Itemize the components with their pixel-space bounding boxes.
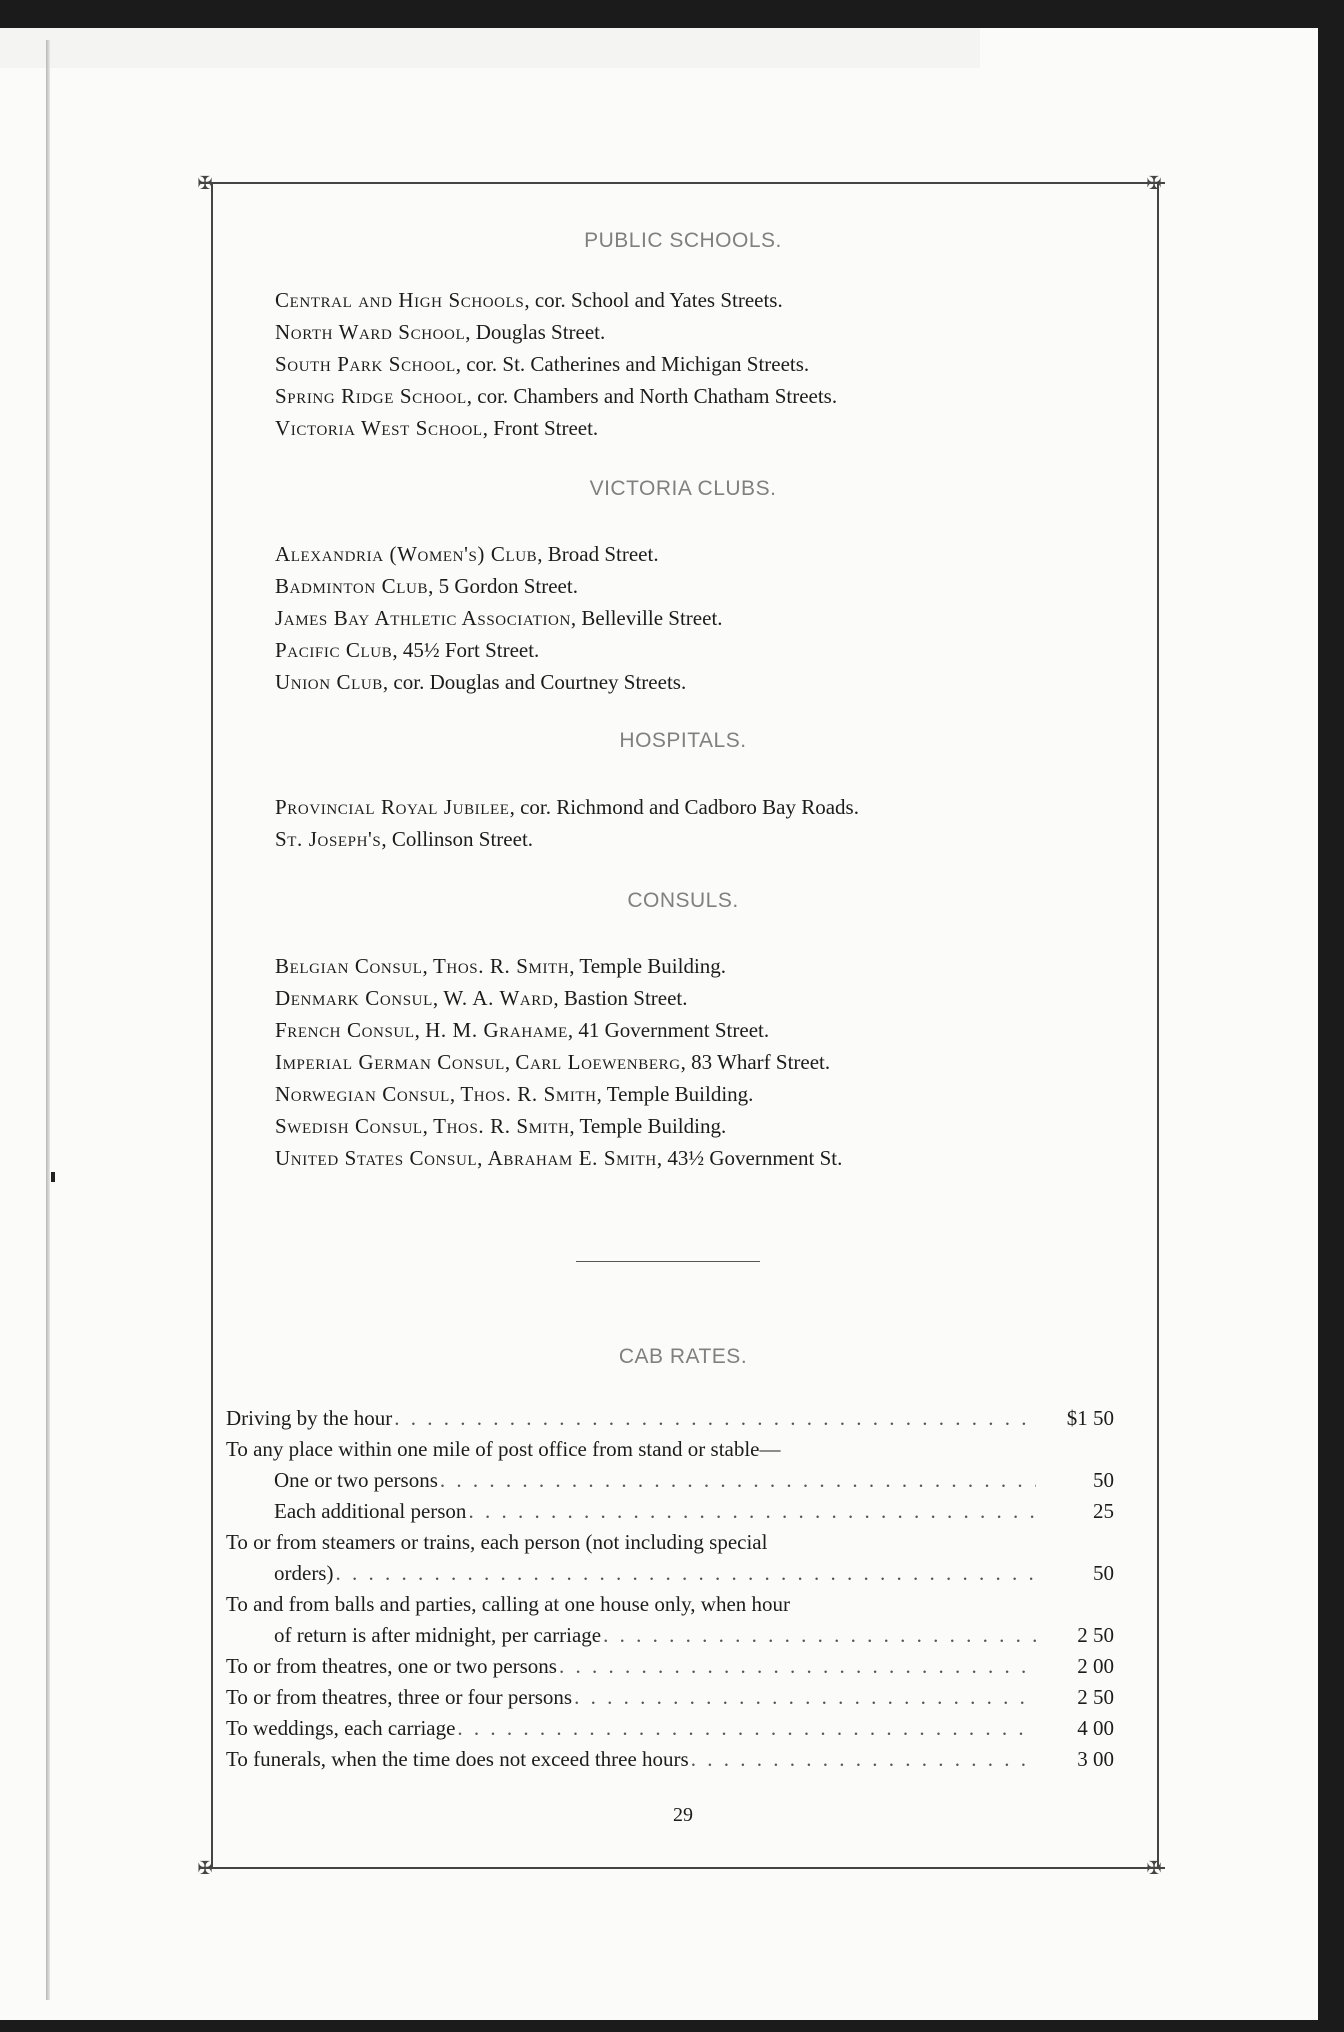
- rate-row: To funerals, when the time does not exceed three hours . . . 3 00: [226, 1744, 1114, 1775]
- list-item: Denmark Consul, W. A. Ward, Bastion Street.: [275, 986, 688, 1010]
- rate-row: of return is after midnight, per carriage . . . 2 50: [226, 1620, 1114, 1651]
- rate-row: Each additional person . . . 25: [226, 1496, 1114, 1527]
- list-item: Spring Ridge School, cor. Chambers and North Chatham Streets.: [275, 384, 838, 408]
- rate-row: To or from theatres, one or two persons . . . 2 00: [226, 1651, 1114, 1682]
- consuls-list: [275, 950, 1135, 1174]
- rate-row: To weddings, each carriage . . . 4 00: [226, 1713, 1114, 1744]
- list-item: Alexandria (Women's) Club, Broad Street.: [275, 542, 659, 566]
- rate-row: To or from steamers or trains, each person (not including special: [226, 1530, 768, 1554]
- section-divider: [576, 1261, 760, 1262]
- paper-edge: [0, 28, 980, 68]
- rate-row: To and from balls and parties, calling at one house only, when hour: [226, 1592, 791, 1616]
- page-number: 29: [673, 1804, 693, 1826]
- rate-price: 50: [1093, 1468, 1114, 1492]
- ink-speck: [51, 1172, 55, 1182]
- list-item: Central and High Schools, cor. School and Yates Streets.: [275, 288, 783, 312]
- list-item: Union Club, cor. Douglas and Courtney Streets.: [275, 670, 687, 694]
- consuls-heading: CONSULS.: [627, 889, 739, 912]
- list-item: Provincial Royal Jubilee, cor. Richmond and Cadboro Bay Roads.: [275, 795, 859, 819]
- list-item: St. Joseph's, Collinson Street.: [275, 827, 534, 851]
- hospitals-heading: HOSPITALS.: [619, 729, 747, 752]
- rate-row: To any place within one mile of post office from stand or stable—: [226, 1437, 781, 1461]
- list-item: French Consul, H. M. Grahame, 41 Government Street.: [275, 1018, 770, 1042]
- list-item: United States Consul, Abraham E. Smith, 43½ Government St.: [275, 1146, 843, 1170]
- rate-row: Driving by the hour . . . $1 50: [226, 1403, 1114, 1434]
- rate-price: 2 50: [1077, 1685, 1114, 1709]
- rate-price: 2 50: [1077, 1623, 1114, 1647]
- border-rule-top: [201, 182, 1165, 184]
- border-rule-bottom: [201, 1867, 1165, 1869]
- cab-rates-heading: CAB RATES.: [618, 1345, 748, 1368]
- corner-ornament-icon: ✠: [197, 1858, 213, 1878]
- list-item: Belgian Consul, Thos. R. Smith, Temple Building.: [275, 954, 727, 978]
- hospitals-list: [275, 791, 1135, 855]
- list-item: Norwegian Consul, Thos. R. Smith, Temple Building.: [275, 1082, 754, 1106]
- list-item: Pacific Club, 45½ Fort Street.: [275, 638, 540, 662]
- list-item: James Bay Athletic Association, Belleville Street.: [275, 606, 723, 630]
- rate-row: One or two persons . . . 50: [226, 1465, 1114, 1496]
- corner-ornament-icon: ✠: [1146, 173, 1162, 193]
- rate-price: 4 00: [1077, 1716, 1114, 1740]
- list-item: South Park School, cor. St. Catherines and Michigan Streets.: [275, 352, 810, 376]
- rate-price: $1 50: [1066, 1406, 1114, 1430]
- corner-ornament-icon: ✠: [1146, 1858, 1162, 1878]
- rate-price: 50: [1093, 1561, 1114, 1585]
- victoria-clubs-heading: VICTORIA CLUBS.: [589, 477, 777, 500]
- rate-price: 3 00: [1077, 1747, 1114, 1771]
- rate-price: 25: [1093, 1499, 1114, 1523]
- list-item: North Ward School, Douglas Street.: [275, 320, 606, 344]
- public-schools-list: [275, 284, 1135, 444]
- rate-row: orders) . . . 50: [226, 1558, 1114, 1589]
- binding-edge: [46, 40, 50, 2000]
- public-schools-heading: PUBLIC SCHOOLS.: [584, 229, 782, 252]
- corner-ornament-icon: ✠: [197, 173, 213, 193]
- rate-price: 2 00: [1077, 1654, 1114, 1678]
- list-item: Victoria West School, Front Street.: [275, 416, 599, 440]
- list-item: Badminton Club, 5 Gordon Street.: [275, 574, 578, 598]
- list-item: Imperial German Consul, Carl Loewenberg, 83 Wharf Street.: [275, 1050, 831, 1074]
- cab-rates-table: [226, 1403, 1114, 1775]
- victoria-clubs-list: [275, 538, 1135, 698]
- rate-row: To or from theatres, three or four persons . . . 2 50: [226, 1682, 1114, 1713]
- list-item: Swedish Consul, Thos. R. Smith, Temple Building.: [275, 1114, 727, 1138]
